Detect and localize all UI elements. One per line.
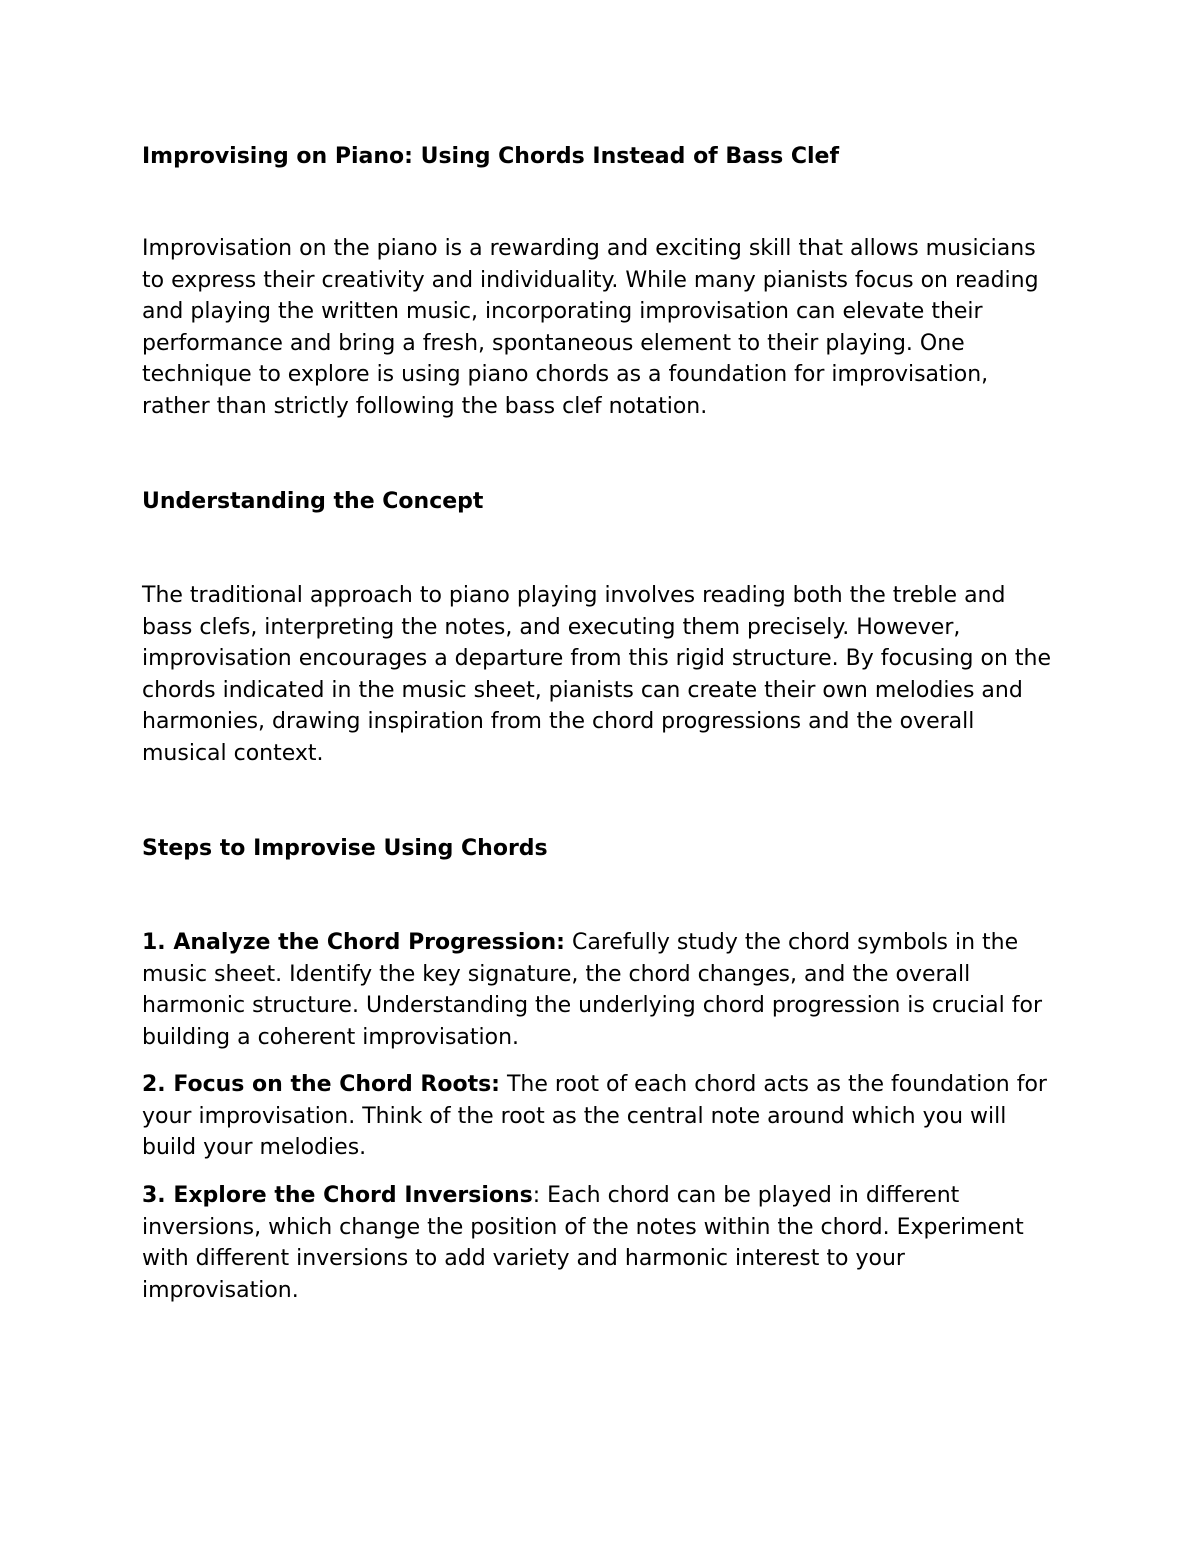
step-text: Carefully study the chord symbols in the music sheet. Identify the key signature, the chord changes, and the overall harmonic structure. Understanding the underlying chord progression is crucial for building a coherent improvisation. xyxy=(142,930,1042,1050)
step-label: 3. Explore the Chord Inversions xyxy=(142,1183,533,1208)
intro-paragraph: Improvisation on the piano is a rewarding and exciting skill that allows musicians to express their creativity and individuality. While many pianists focus on reading and playing the written music, incorporating improvisation can elevate their performance and bring a fresh, spontaneous element to their playing. One technique to explore is using piano chords as a foundation for improvisation, rather than strictly following the bass clef notation. xyxy=(142,236,1039,419)
step-item xyxy=(142,927,1062,1053)
step-text: The root of each chord acts as the foundation for your improvisation. Think of the root as the central note around which you will build your melodies. xyxy=(142,1072,1047,1160)
step-text: : Each chord can be played in different inversions, which change the position of the notes within the chord. Experiment with different inversions to add variety and harmonic interest to your improvisation. xyxy=(142,1183,1024,1303)
step-label: 1. Analyze the Chord Progression: xyxy=(142,930,565,955)
section-heading-concept: Understanding the Concept xyxy=(142,489,484,514)
step-label: 2. Focus on the Chord Roots: xyxy=(142,1072,500,1097)
step-item xyxy=(142,1069,1062,1164)
step-item xyxy=(142,1180,1062,1306)
document-title: Improvising on Piano: Using Chords Instead of Bass Clef xyxy=(142,144,840,169)
section-heading-steps: Steps to Improvise Using Chords xyxy=(142,836,548,861)
concept-paragraph: The traditional approach to piano playing involves reading both the treble and bass clefs, interpreting the notes, and executing them precisely. However, improvisation encourages a departure from this rigid structure. By focusing on the chords indicated in the music sheet, pianists can create their own melodies and harmonies, drawing inspiration from the chord progressions and the overall musical context. xyxy=(142,583,1051,766)
